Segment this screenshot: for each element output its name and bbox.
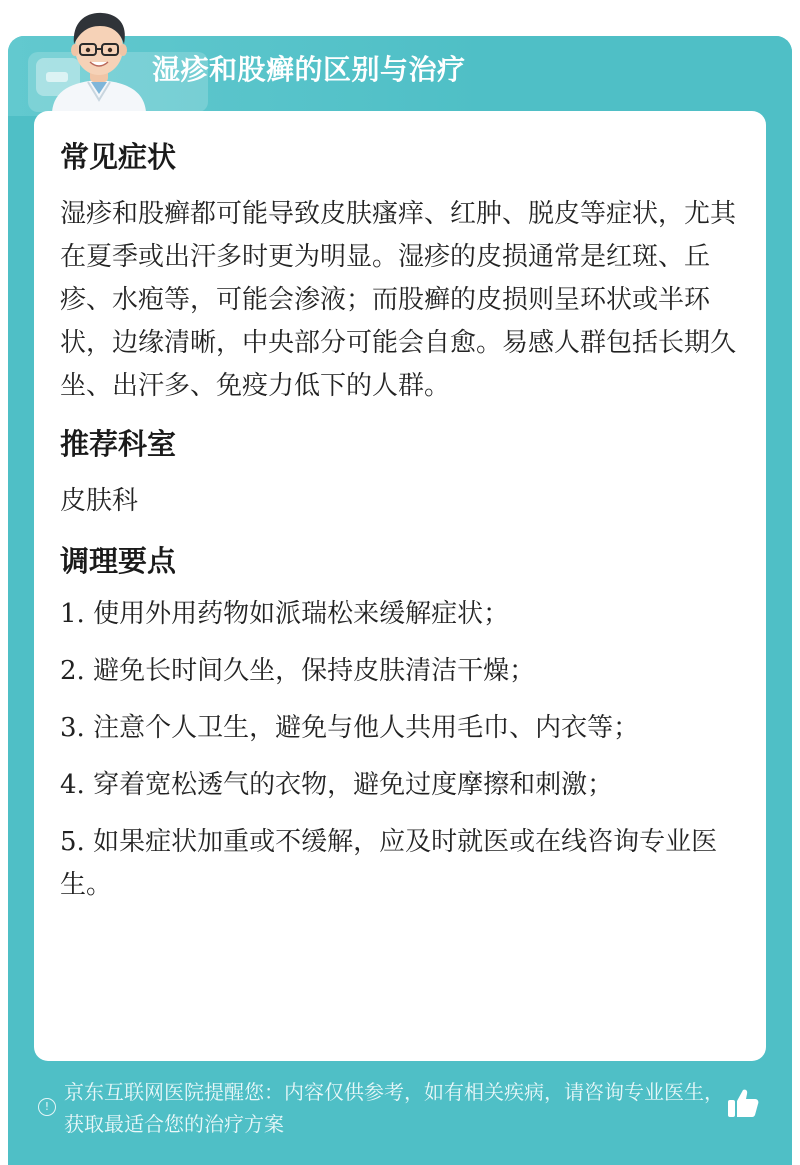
disclaimer-footer [36, 1076, 766, 1146]
content-card [34, 111, 766, 1061]
list-item-number: 5. [60, 827, 85, 857]
symptoms-body: 湿疹和股癣都可能导致皮肤瘙痒、红肿、脱皮等症状，尤其在夏季或出汗多时更为明显。湿疹的皮损通常是红斑、丘疹、水疱等，可能会渗液；而股癣的皮损则呈环状或半环状，边缘清晰，中央部分可能会自愈。易感人群包括长期久坐、出汗多、免疫力低下的人群。 [60, 199, 737, 401]
care-section [60, 539, 740, 907]
list-item-text: 注意个人卫生，避免与他人共用毛巾、内衣等； [93, 713, 640, 743]
list-item-number: 4. [60, 770, 85, 800]
symptoms-title: 常见症状 [60, 140, 177, 174]
list-item-text: 穿着宽松透气的衣物，避免过度摩擦和刺激； [93, 770, 614, 800]
list-item-number: 2. [60, 656, 85, 686]
list-item [60, 821, 740, 907]
department-body: 皮肤科 [60, 486, 139, 516]
list-item [60, 764, 740, 807]
doctor-avatar-icon [44, 4, 154, 112]
list-item [60, 650, 740, 693]
care-list [60, 593, 740, 907]
department-section [60, 422, 740, 523]
list-item [60, 707, 740, 750]
info-icon: ! [38, 1098, 56, 1116]
disclaimer-text: 京东互联网医院提醒您：内容仅供参考，如有相关疾病，请咨询专业医生，获取最适合您的治疗方案 [64, 1080, 724, 1136]
list-item [60, 593, 740, 636]
symptoms-section [60, 135, 740, 408]
care-title: 调理要点 [60, 544, 177, 578]
thumbs-up-icon[interactable] [726, 1086, 760, 1120]
list-item-number: 1. [60, 599, 85, 629]
list-item-text: 如果症状加重或不缓解，应及时就医或在线咨询专业医生。 [60, 827, 718, 900]
list-item-text: 避免长时间久坐，保持皮肤清洁干燥； [93, 656, 536, 686]
department-title: 推荐科室 [60, 427, 177, 461]
list-item-text: 使用外用药物如派瑞松来缓解症状； [93, 599, 510, 629]
page-title: 湿疹和股癣的区别与治疗 [152, 53, 466, 86]
list-item-number: 3. [60, 713, 85, 743]
